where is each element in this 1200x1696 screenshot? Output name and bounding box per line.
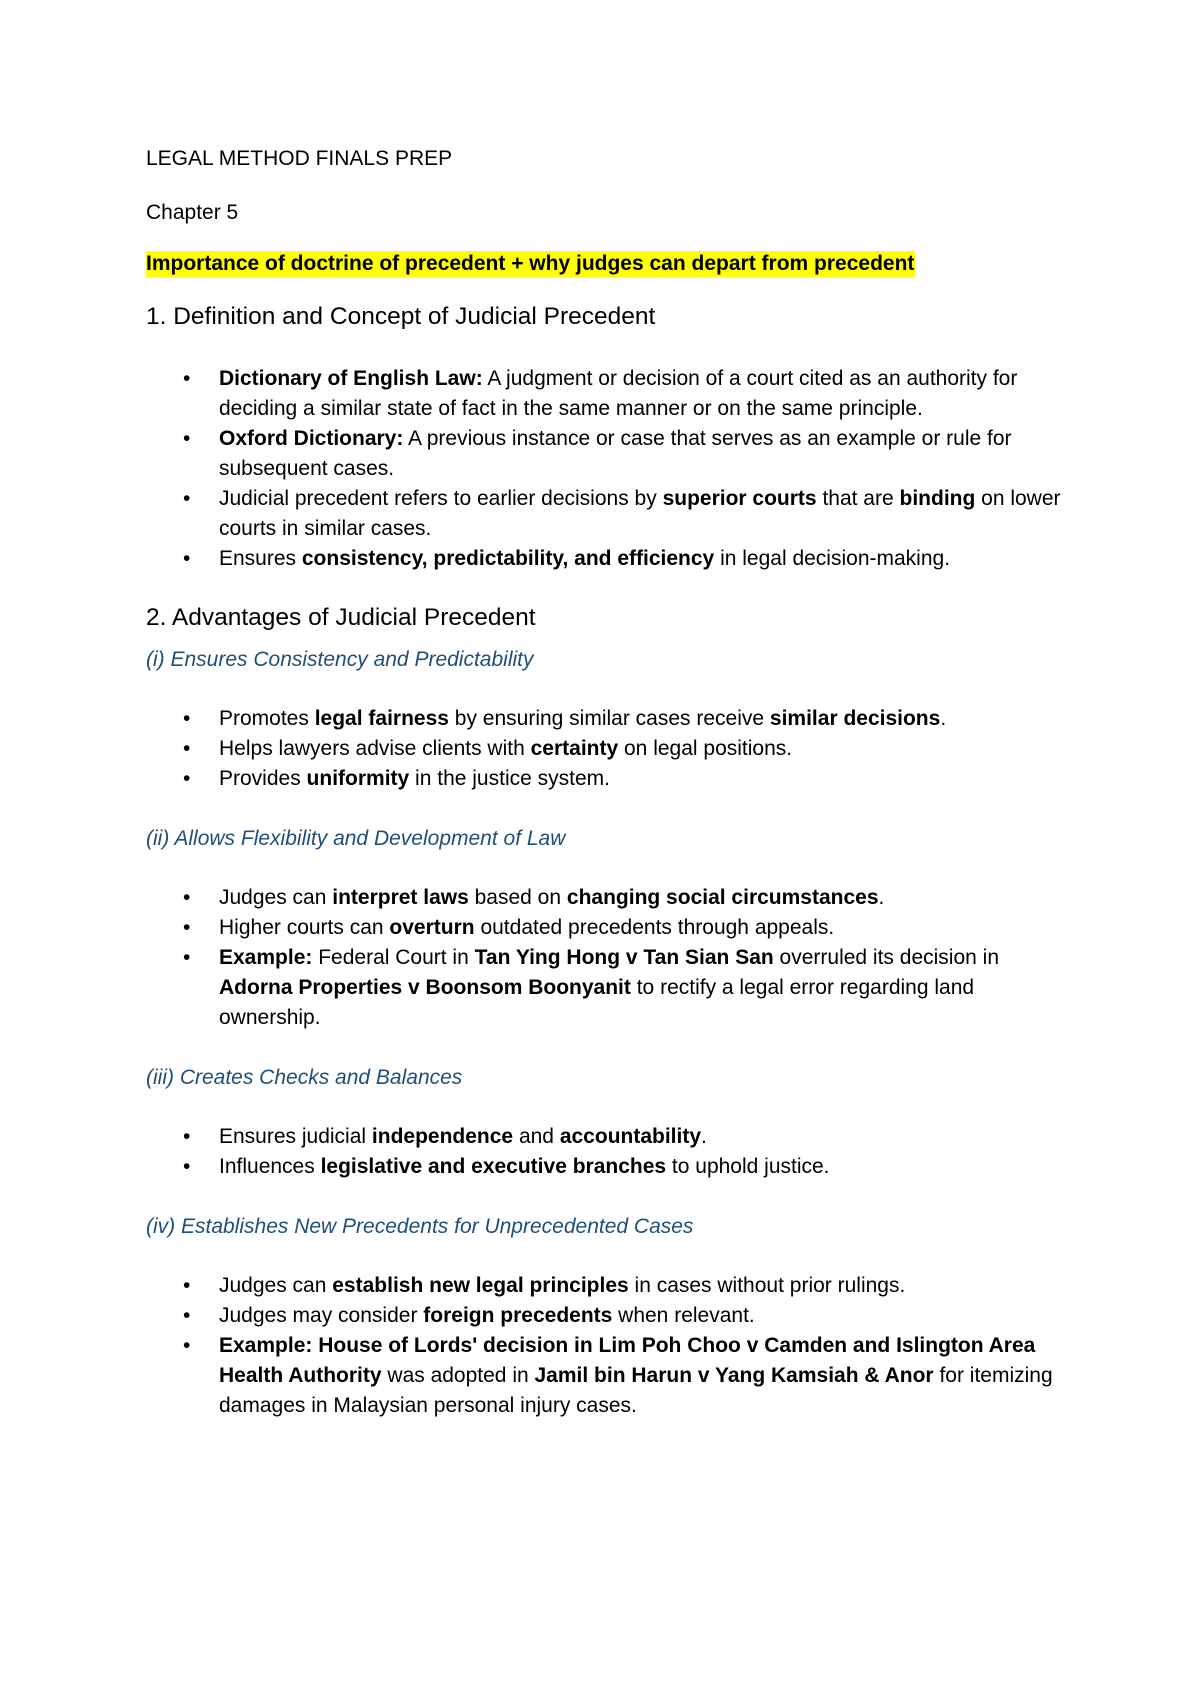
bold-term: similar decisions [769,707,941,730]
bold-term: certainty [530,737,619,760]
item-text: overruled its decision in [773,946,999,969]
new-precedents-list [146,1271,1076,1421]
list-item [146,1331,1076,1421]
item-text: in cases without prior rulings. [628,1274,906,1297]
item-text: when relevant. [612,1304,755,1327]
bullet-icon: • [183,886,191,909]
list-item [146,1301,1076,1331]
bullet-icon: • [183,707,191,730]
checks-balances-list [146,1122,1076,1182]
bold-term: foreign precedents [423,1304,613,1327]
bullet-icon: • [183,737,191,760]
bold-term: interpret laws [332,886,469,909]
list-item [146,364,1076,424]
item-text: in the justice system. [409,767,610,790]
bold-term: Example: [219,946,313,969]
bullet-icon: • [183,1274,191,1297]
list-item [146,1271,1076,1301]
item-text: Influences [219,1155,321,1178]
flexibility-list [146,883,1076,1033]
list-item [146,883,1076,913]
highlighted-topic [146,251,1076,277]
bold-term: establish new legal principles [332,1274,629,1297]
list-item [146,764,1076,794]
item-text: Ensures judicial [219,1125,372,1148]
subheading-new-precedents: (iv) Establishes New Precedents for Unprecedented Cases [146,1215,694,1238]
bold-term: binding [899,487,976,510]
bullet-icon: • [183,547,191,570]
item-text: Judges can [219,1274,333,1297]
item-text: . [878,886,885,909]
bullet-icon: • [183,1155,191,1178]
bold-term: accountability [559,1125,702,1148]
item-text: to rectify a legal error regarding land ownership. [219,976,975,1029]
list-item [146,734,1076,764]
bold-term: independence [371,1125,514,1148]
item-text: Higher courts can [219,916,390,939]
bold-term: uniformity [306,767,410,790]
chapter-label: Chapter 5 [146,201,239,224]
item-text: Judicial precedent refers to earlier decisions by [219,487,663,510]
document-page [146,146,1076,1421]
item-text: based on [468,886,567,909]
bullet-icon: • [183,767,191,790]
section-heading-definition: 1. Definition and Concept of Judicial Precedent [146,303,656,330]
bullet-icon: • [183,487,191,510]
bullet-icon: • [183,946,191,969]
list-item [146,1152,1076,1182]
list-item [146,943,1076,1033]
list-item [146,484,1076,544]
document-title: LEGAL METHOD FINALS PREP [146,147,453,170]
bold-term: Example: House of Lords' decision in Lim Poh Choo v Camden and Islington Area Health Authority [219,1334,1036,1387]
list-item [146,913,1076,943]
item-text: Promotes [219,707,315,730]
item-text: Helps lawyers advise clients with [219,737,531,760]
bold-term: Jamil bin Harun v Yang Kamsiah & Anor [534,1364,934,1387]
bold-term: Dictionary of English Law: [219,367,483,390]
bullet-icon: • [183,427,191,450]
bold-term: consistency, predictability, and efficiency [301,547,715,570]
consistency-list [146,704,1076,794]
item-text: A previous instance or case that serves as an example or rule for subsequent cases. [219,427,1012,480]
item-text: and [513,1125,560,1148]
highlighted-topic-text: Importance of doctrine of precedent + why judges can depart from precedent [146,252,915,275]
bullet-icon: • [183,916,191,939]
bold-term: legislative and executive branches [320,1155,667,1178]
item-text: Provides [219,767,307,790]
item-text: to uphold justice. [666,1155,830,1178]
list-item [146,704,1076,734]
bold-term: overturn [389,916,475,939]
item-text: outdated precedents through appeals. [474,916,835,939]
bold-term: Tan Ying Hong v Tan Sian San [474,946,774,969]
item-text: Ensures [219,547,302,570]
item-text: was adopted in [381,1364,535,1387]
subheading-checks-balances: (iii) Creates Checks and Balances [146,1066,463,1089]
subheading-consistency: (i) Ensures Consistency and Predictability [146,648,534,671]
list-item [146,544,1076,574]
bold-term: changing social circumstances [566,886,879,909]
bullet-icon: • [183,1334,191,1357]
list-item [146,1122,1076,1152]
bold-term: Oxford Dictionary: [219,427,404,450]
bullet-icon: • [183,1125,191,1148]
bold-term: superior courts [662,487,817,510]
subheading-flexibility: (ii) Allows Flexibility and Development of Law [146,827,566,850]
section-heading-advantages: 2. Advantages of Judicial Precedent [146,604,536,631]
item-text: on legal positions. [618,737,793,760]
bold-term: legal fairness [314,707,449,730]
item-text: Federal Court in [312,946,475,969]
item-text: for itemizing damages in Malaysian personal injury cases. [219,1364,1053,1417]
item-text: by ensuring similar cases receive [448,707,770,730]
item-text: . [701,1125,707,1148]
list-item [146,424,1076,484]
item-text: . [940,707,947,730]
item-text: Judges can [219,886,333,909]
item-text: A judgment or decision of a court cited as an authority for deciding a similar state of fact in the same manner or on the same principle. [219,367,1018,420]
bullet-icon: • [183,367,191,390]
definition-list [146,364,1076,574]
bullet-icon: • [183,1304,191,1327]
bold-term: Adorna Properties v Boonsom Boonyanit [219,976,631,999]
item-text: that are [816,487,900,510]
item-text: in legal decision-making. [714,547,951,570]
item-text: Judges may consider [219,1304,424,1327]
item-text: on lower courts in similar cases. [219,487,1061,540]
